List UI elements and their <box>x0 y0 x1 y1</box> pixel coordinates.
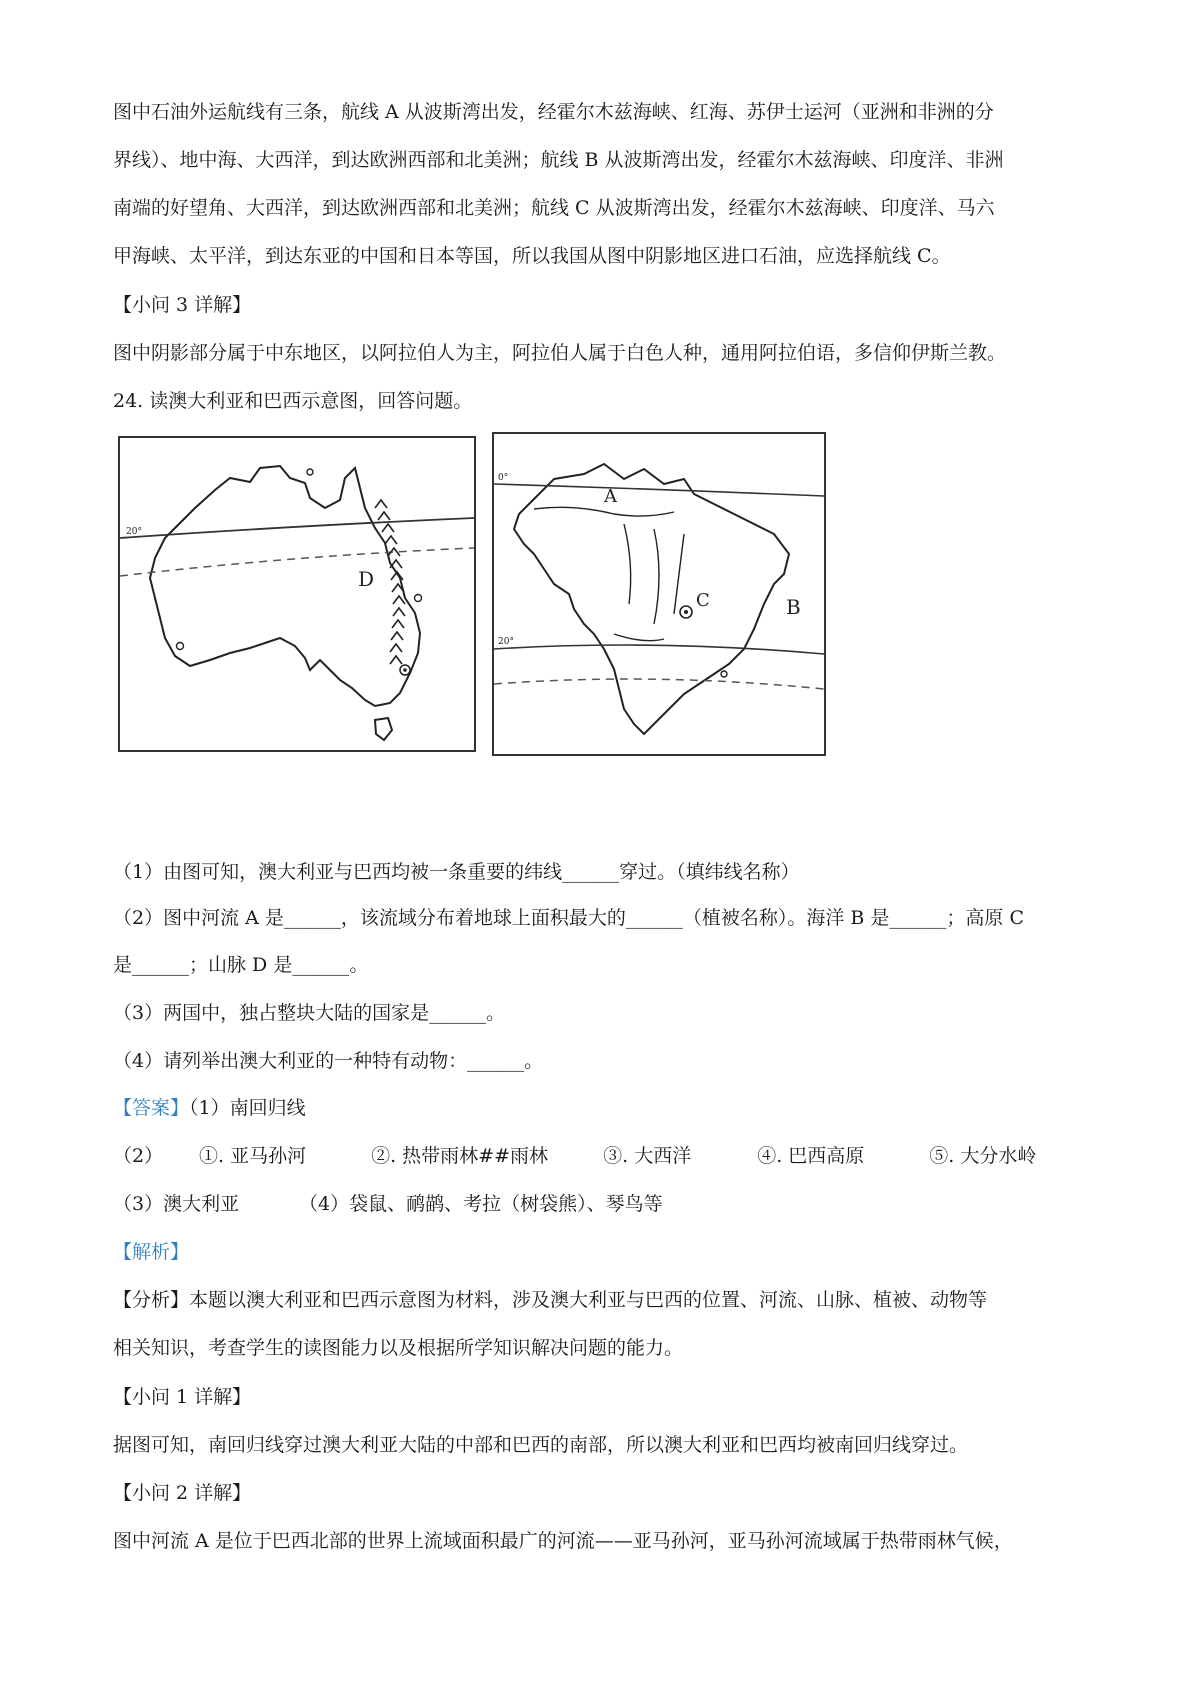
analysis-label: 【解析】 <box>113 1241 190 1263</box>
analysis-fenxi-2: 相关知识，考查学生的读图能力以及根据所学知识解决问题的能力。 <box>113 1337 684 1359</box>
question-2-line-2: 是______；山脉 D 是______。 <box>113 954 369 976</box>
australia-map-svg <box>120 438 474 750</box>
brazil-map <box>492 432 826 756</box>
city-marker <box>415 595 422 602</box>
answer-line-1 <box>113 1096 306 1121</box>
answer-2-item: ②. 热带雨林##雨林 <box>371 1145 549 1167</box>
sub2-heading: 【小问 2 详解】 <box>113 1482 252 1504</box>
question-4: （4）请列举出澳大利亚的一种特有动物：______。 <box>113 1050 544 1072</box>
answer-1: （1）南回归线 <box>189 1097 306 1119</box>
label-c: C <box>696 590 710 611</box>
text-line: 甲海峡、太平洋，到达东亚的中国和日本等国，所以我国从图中阴影地区进口石油，应选择航线 C。 <box>113 245 951 267</box>
answer-2-item: ①. 亚马孙河 <box>199 1145 307 1167</box>
answer-2-item: ④. 巴西高原 <box>757 1145 865 1167</box>
answer-label: 【答案】 <box>113 1097 190 1119</box>
answer-4: （4）袋鼠、鸸鹋、考拉（树袋熊）、琴鸟等 <box>299 1193 663 1215</box>
australia-map <box>118 436 476 752</box>
answer-line-3 <box>113 1192 663 1217</box>
sub3-heading: 【小问 3 详解】 <box>113 294 252 316</box>
label-20-aus: 20° <box>126 527 142 537</box>
text-line: 界线）、地中海、大西洋，到达欧洲西部和北美洲；航线 B 从波斯湾出发，经霍尔木兹海峡、印度洋、非洲 <box>113 149 1004 171</box>
city-marker <box>403 668 407 672</box>
text-line: 图中石油外运航线有三条，航线 A 从波斯湾出发，经霍尔木兹海峡、红海、苏伊士运河（亚洲和非洲的分 <box>113 101 994 123</box>
label-a: A <box>604 486 617 507</box>
brazil-coastline <box>514 464 789 734</box>
sub1-heading: 【小问 1 详解】 <box>113 1386 252 1408</box>
question-2-line-1: （2）图中河流 A 是______，该流域分布着地球上面积最大的______（植被名称）。海洋 B 是______；高原 C <box>113 907 1025 929</box>
label-d: D <box>358 567 375 591</box>
answer-2-prefix: （2） <box>113 1145 164 1167</box>
plateau-c-dot <box>684 610 688 614</box>
dashed-latitude-brazil <box>494 679 824 689</box>
answer-2-item: ③. 大西洋 <box>603 1145 692 1167</box>
tasmania-island <box>375 718 392 740</box>
question-3: （3）两国中，独占整块大陆的国家是______。 <box>113 1002 506 1024</box>
sub1-text: 据图可知，南回归线穿过澳大利亚大陆的中部和巴西的南部，所以澳大利亚和巴西均被南回归线穿过。 <box>113 1434 969 1456</box>
question-24-title: 24. 读澳大利亚和巴西示意图，回答问题。 <box>113 390 473 412</box>
city-marker <box>721 671 727 677</box>
question-1: （1）由图可知，澳大利亚与巴西均被一条重要的纬线______穿过。（填纬线名称） <box>113 861 800 883</box>
analysis-fenxi-1: 【分析】本题以澳大利亚和巴西示意图为材料，涉及澳大利亚与巴西的位置、河流、山脉、植被、动物等 <box>113 1289 988 1311</box>
text-line: 南端的好望角、大西洋，到达欧洲西部和北美洲；航线 C 从波斯湾出发，经霍尔木兹海峡、印度洋、马六 <box>113 197 995 219</box>
answer-3: （3）澳大利亚 <box>113 1193 240 1215</box>
brazil-map-svg <box>494 434 824 754</box>
answer-line-2 <box>113 1144 1036 1169</box>
tropic-line-brazil <box>494 645 824 654</box>
tropic-line <box>120 518 474 538</box>
sub2-text: 图中河流 A 是位于巴西北部的世界上流域面积最广的河流——亚马孙河，亚马孙河流域属于热带雨林气候， <box>113 1530 1013 1552</box>
label-0: 0° <box>498 473 509 483</box>
sub3-text: 图中阴影部分属于中东地区，以阿拉伯人为主，阿拉伯人属于白色人种，通用阿拉伯语，多信仰伊斯兰教。 <box>113 342 1007 364</box>
city-marker <box>307 469 313 475</box>
label-20-bra: 20° <box>498 637 514 647</box>
answer-2-item: ⑤. 大分水岭 <box>929 1145 1037 1167</box>
river-system <box>534 507 684 640</box>
dashed-latitude <box>120 548 474 576</box>
label-b: B <box>786 595 801 619</box>
city-marker <box>177 643 184 650</box>
